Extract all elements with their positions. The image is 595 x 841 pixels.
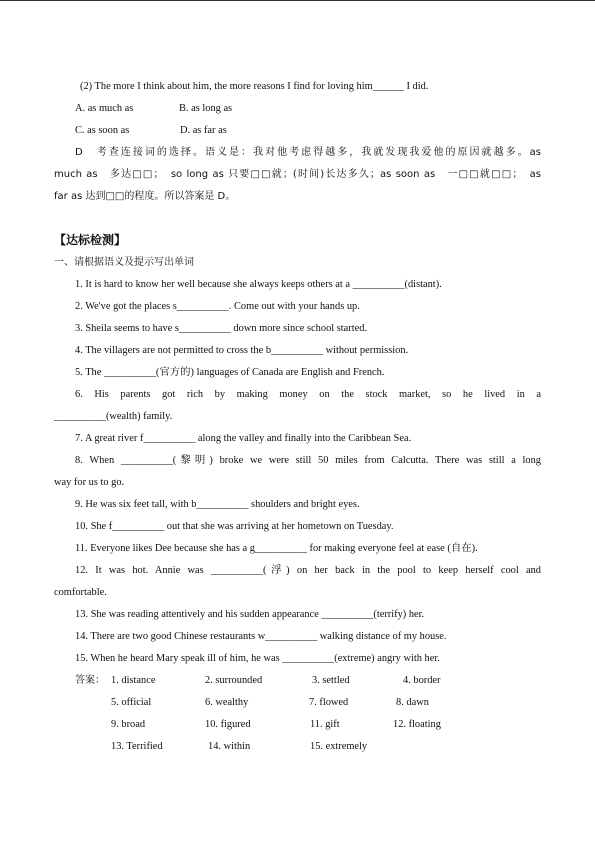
answer-7: 7. flowed: [309, 697, 349, 708]
item-2: 2. We've got the places s__________. Come out with your hands up.: [75, 301, 360, 312]
section-instruction: 一、请根据语义及提示写出单词: [54, 257, 194, 268]
item-1: 1. It is hard to know her well because she always keeps others at a __________(distant).: [75, 279, 442, 290]
answer-12: 12. floating: [393, 719, 441, 730]
answer-3: 3. settled: [312, 675, 350, 686]
answers-label: 答案：: [75, 675, 105, 686]
page-top-rule: [0, 0, 595, 1]
answer-6: 6. wealthy: [205, 697, 249, 708]
item-8-line-2: way for us to go.: [54, 477, 125, 488]
answer-2: 2. surrounded: [205, 675, 263, 686]
item-12-line-2: comfortable.: [54, 587, 107, 598]
option-a: A. as much as: [75, 103, 134, 114]
option-b: B. as long as: [179, 103, 233, 114]
example-question: (2) The more I think about him, the more reasons I find for loving him______ I did.: [80, 81, 429, 92]
item-7: 7. A great river f__________ along the valley and finally into the Caribbean Sea.: [75, 433, 412, 444]
item-4: 4. The villagers are not permitted to cross the b__________ without permission.: [75, 345, 409, 356]
item-14: 14. There are two good Chinese restaurants w__________ walking distance of my house.: [75, 631, 447, 642]
answer-4: 4. border: [403, 675, 441, 686]
section-title: 【达标检测】: [54, 233, 127, 247]
answer-11: 11. gift: [310, 719, 340, 730]
option-d: D. as far as: [180, 125, 227, 136]
item-11: 11. Everyone likes Dee because she has a g__________ for making everyone feel at ease (自在).: [75, 543, 478, 554]
item-15: 15. When he heard Mary speak ill of him, he was __________(extreme) angry with her.: [75, 653, 440, 664]
item-13: 13. She was reading attentively and his sudden appearance __________(terrify) her.: [75, 609, 425, 620]
item-6-line-1: 6. His parents got rich by making money on the stock market, so he lived in a: [75, 389, 541, 400]
item-8-line-1: 8. When __________(黎明) broke we were still 50 miles from Calcutta. There was still a long: [75, 455, 541, 466]
item-12-line-1: 12. It was hot. Annie was __________(浮) on her back in the pool to keep herself cool and: [75, 565, 541, 576]
item-9: 9. He was six feet tall, with b__________ shoulders and bright eyes.: [75, 499, 360, 510]
answer-1: 1. distance: [111, 675, 156, 686]
item-6-line-2: __________(wealth) family.: [54, 411, 173, 422]
answer-5: 5. official: [111, 697, 152, 708]
explanation-line-2: much as 多达□□； so long as 只要□□就；(时间)长达多久；as soon as 一□□就□□； as: [54, 169, 541, 180]
answer-13: 13. Terrified: [111, 741, 163, 752]
answer-9: 9. broad: [111, 719, 146, 730]
answer-15: 15. extremely: [310, 741, 368, 752]
explanation-line-3: far as 达到□□的程度。所以答案是 D。: [54, 191, 236, 202]
item-5: 5. The __________(官方的) languages of Canada are English and French.: [75, 367, 385, 378]
item-10: 10. She f__________ out that she was arriving at her hometown on Tuesday.: [75, 521, 394, 532]
answer-14: 14. within: [208, 741, 251, 752]
option-c: C. as soon as: [75, 125, 130, 136]
item-3: 3. Sheila seems to have s__________ down more since school started.: [75, 323, 368, 334]
explanation-line-1: D 考查连接词的选择。语义是：我对他考虑得越多，我就发现我爱他的原因就越多。as: [75, 147, 541, 158]
answer-10: 10. figured: [205, 719, 251, 730]
answer-8: 8. dawn: [396, 697, 429, 708]
